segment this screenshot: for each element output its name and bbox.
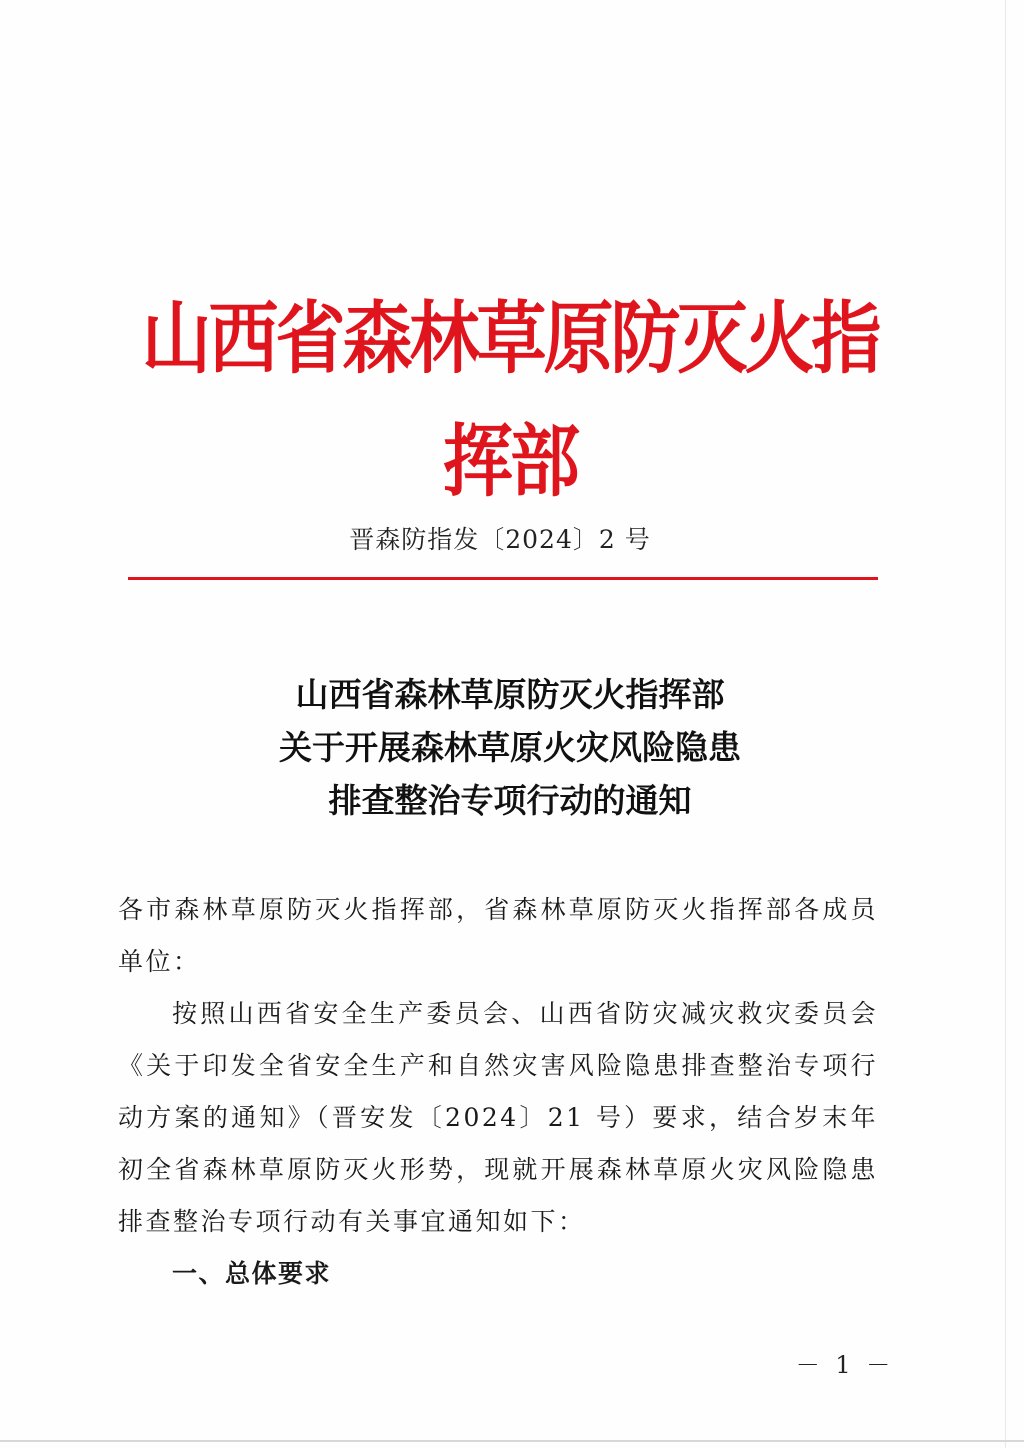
document-body [118,884,878,1300]
title-line-3: 排查整治专项行动的通知 [328,781,692,820]
addressee: 各市森林草原防灭火指挥部，省森林草原防灭火指挥部各成员单位： [118,895,878,976]
body-paragraph-1: 按照山西省安全生产委员会、山西省防灾减灾救灾委员会《关于印发全省安全生产和自然灾害风险隐患排查整治专项行动方案的通知》（晋安发〔2024〕21 号）要求，结合岁末年初全省森林草原防灭火形势，现就开展森林草原火灾风险隐患排查整治专项行动有关事宜通知如下： [118,999,878,1236]
red-header-organization: 山西省森林草原防灭火指挥部 [141,292,879,508]
section-heading-1: 一、总体要求 [172,1259,332,1288]
title-line-2: 关于开展森林草原火灾风险隐患 [279,728,741,767]
page-number: － 1 － [795,1351,895,1379]
scan-edge-bottom [0,1440,1024,1442]
document-number: 晋森防指发〔2024〕2 号 [349,525,651,554]
title-line-1: 山西省森林草原防灭火指挥部 [295,675,725,714]
red-divider-rule [128,577,878,580]
scan-edge [1005,0,1006,1448]
document-title [150,668,870,827]
